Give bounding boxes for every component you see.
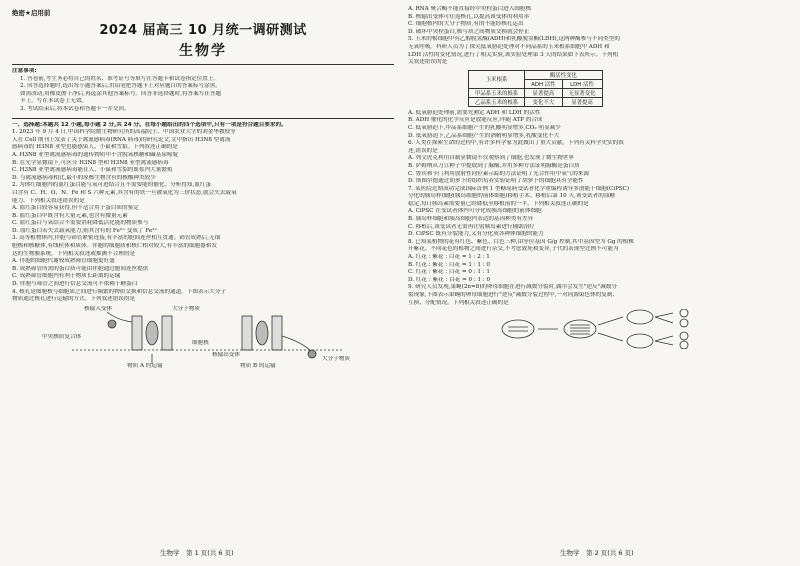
subject-title: 生物学 — [179, 43, 227, 59]
question-text-block — [12, 129, 394, 304]
table-cell: 无显著变化 — [562, 88, 602, 97]
text-line: 7. 某医院近期成功完成国际首例 1 型糖尿病受试者化学重编程诱导多潜能干细胞(CiPSC) — [408, 185, 630, 192]
text-line: C. 血红蛋白与氧结合不需要消耗降低活化能的物质参与 — [12, 220, 149, 227]
text-line: 人在 Cell 期刊上发表了关于禽流感病毒(RNA 病毒)的研究论文,文中指出 H3N8 型禽流 — [12, 136, 231, 143]
text-line: A. 伴胞的细胞代谢较成熟筛管细胞更旺盛 — [12, 258, 115, 265]
section-heading: 一、选择题:本题共 12 小题,每小题 2 分,共 24 分。在每小题给出的四个选项中,只有一项是符合题目要求的。 — [12, 121, 287, 128]
page-2-footer: 生物学 第 2 页(共 6 页) — [560, 549, 634, 557]
notice-line: 2. 回答选择题时,选出每小题答案后,用铅笔把答题卡上对应题目的答案标号涂黑。 — [20, 83, 221, 90]
table-row — [469, 88, 603, 97]
text-line: 裂现象,下图表示果蝇的卵母细胞进行"逆反"减数分裂过程中,一对同源染色体的复制、 — [408, 292, 619, 298]
table-cell: 变化不大 — [525, 97, 562, 106]
text-line: 感病毒的 H3N8 亚型也能感染人、小鼠和雪貂。下列叙述正确的是 — [12, 144, 178, 151]
text-line: D. 红花 : 紫花 : 白花 = 0 : 1 : 0 — [408, 276, 491, 283]
text-line: 5. 玉米的根细胞中有乙醇脱氢酶(ADH)和乳酸脱氢酶(LDH),这两种酶参与不同类型的 — [408, 36, 620, 43]
enzyme-activity-table — [468, 70, 603, 107]
text-line: A. 低氧胁迫处理前,需要先测定 ADH 和 LDH 的活性 — [408, 109, 541, 116]
table-group-header: 酶活性变化 — [525, 70, 602, 79]
text-line: 无氧呼吸。科研人员为了探究低氧胁迫处理对不同品系的玉米根系细胞中 ADH 和 — [408, 43, 610, 50]
meiosis-diagram — [408, 309, 790, 349]
text-line: 能力。下列相关叙述错误的是 — [12, 197, 85, 204]
text-line: B. 红花 : 紫花 : 白花 = 1 : 1 : 0 — [408, 261, 490, 268]
figure-label: 细胞核 — [192, 339, 209, 346]
text-line: 胞核和核糖体,有线粒体和质体。伴胞的细胞质和核仁相对较大,有丰富的细胞器和发 — [12, 243, 217, 250]
text-line: B. ADH 催化的化学反应是放能反应,伴随 ATP 的合成 — [408, 117, 543, 124]
text-line: D. 破坏中央栓蛋白,核与质之间物质交换就会停止 — [408, 28, 530, 35]
figure-label: 大分子物质 — [172, 305, 200, 312]
text-line: 1. 2023 年 9 月 4 日,中国科学院微生物研究所的高福院士、中国农业大学的刘金华教授等 — [12, 129, 236, 136]
notice-title: 注意事项: — [12, 68, 37, 74]
text-line: B. 成熟筛管所需的蛋白质可能由伴胞通过胞间连丝提供 — [12, 265, 149, 272]
question-text-block — [408, 110, 790, 307]
text-line: 白含有 C、H、O、N、Fe 和 S 六种元素,其含有的铁一旦被氧化为三价状态,就会失去载氧 — [12, 189, 237, 196]
text-line: 开紫花。不同花色的植物之间进行杂交,不考虑致死和变异,子代的表现型比例不可能为 — [408, 246, 619, 253]
text-line: D. 低氧胁迫下,乙品系细胞产生的酒精明显增多,乳酸变化不大 — [408, 132, 560, 139]
table-cell: 甲品系玉米的根系 — [469, 88, 525, 97]
text-line: B. 在光学显微镜下,可区分 H3N8 型和 H3N8 亚型禽流感病毒 — [12, 159, 169, 166]
text-line: A. RNA 聚合酶不能直接经中央栓蛋白进入细胞核 — [408, 6, 532, 12]
text-line: D. CiPSC 既有分裂能力,又有分化成各种体细胞的能力 — [408, 231, 544, 238]
text-line: D. 斯图尔德通过胡萝卜的组织培养实验证明了胡萝卜的细胞具有全能性 — [408, 178, 584, 185]
page-2 — [408, 6, 790, 351]
table-cell: 显著提高 — [562, 97, 602, 106]
confidential-mark: 绝密★启用前 — [12, 9, 51, 17]
text-line: A. 列文虎克利用自制显微镜不仅观察到了细胞,也发现了微生物世界 — [408, 155, 574, 162]
text-line: D. 伴胞与筛管之间进行信息交流可不依赖于糖蛋白 — [12, 281, 138, 288]
text-line: C. 成熟筛管细胞内有利于物质长距离的运输 — [12, 273, 121, 280]
table-column-header: ADH 活性 — [525, 79, 562, 88]
nuclear-pore-figure — [12, 306, 394, 370]
notice-line: 3. 考试结束后,将本试卷和答题卡一并交回。 — [20, 105, 130, 112]
text-line: 2. 为体红细胞内的血红蛋白能与氧可进结合且不需要能的催化。分析得知,血红蛋 — [12, 182, 212, 189]
text-line: A. CiPSC 在受试者体内可分化成胰岛细胞的前体细胞 — [408, 208, 542, 215]
question-text-block — [408, 6, 790, 67]
notice-line: 如需改动,用橡皮擦干净后,再选涂其他答案标号。回答非选择题时,将答案写在答题 — [20, 90, 222, 97]
text-line: 述,错误的是 — [408, 147, 438, 154]
text-line: 4. 核孔是细胞核与细胞质之间进行频繁的物质交换和信息交流的通道。下图表示大分子 — [12, 288, 227, 295]
text-line: D. 血红蛋白若失去载氧能力,则其含有的 Fe²⁺ 变成了 Fe³⁺ — [12, 227, 158, 234]
page-1-footer: 生物学 第 1 页(共 6 页) — [160, 549, 234, 557]
text-line: LDH 活性的变化情况,进行了相关实验,该实验处理第 3 天的结果如下表所示。下列相 — [408, 51, 619, 58]
figure-label: 中央核质复合体 — [42, 333, 82, 340]
table-corner-header: 玉米根系 — [469, 70, 525, 88]
figure-label: 大分子物质 — [322, 355, 350, 362]
text-line: 6. 人类在探索生命的过程中,有许多科学家为此做出了重大贡献。下列有关科学史实的叙 — [408, 140, 624, 147]
divider — [12, 118, 394, 119]
text-line: 关叙述错误的是 — [408, 59, 448, 66]
table-cell: 显著提高 — [525, 88, 562, 97]
table-cell: 乙品系玉米的根系 — [469, 97, 525, 106]
text-line: A. H3N8 亚型禽流感病毒的遗传物质中不含脱氧核糖和碱基尿嘧啶 — [12, 151, 179, 158]
text-line: C. H3N8 亚型禽流感病毒能在人、小鼠和雪貂的血浆内大量繁殖 — [12, 167, 173, 174]
exam-title: 2024 届高三 10 月统一调研测试 — [99, 23, 307, 38]
text-line: C. 移植后,该受试者无需再注射胰岛素进行辅助治疗 — [408, 223, 535, 230]
notice-line: 1. 答卷前,考生务必将自己的姓名、准考证号等填写在答题卡和试卷指定位置上。 — [20, 75, 220, 82]
table-row — [469, 97, 603, 106]
text-line: C. 低氧胁迫下,甲品系细胞产生的乳酸明显增多,CO₂ 明显减少 — [408, 124, 561, 131]
text-line: B. 血红蛋白中既含有大量元素,也含有微量元素 — [12, 212, 128, 219]
text-line: A. 红花 : 紫花 : 白花 = 1 : 2 : 1 — [408, 254, 490, 261]
text-line: 达的生物膜系统。下列相关叙述或推测不合理的是 — [12, 250, 136, 257]
text-line: C. 鲁宾和卡门利用放射性同位素示踪的方法证明了光合作用中氧气的来源 — [408, 170, 590, 177]
figure-label: 核输出受体 — [212, 351, 240, 358]
text-line: A. 血红蛋白较容易获得,但不适合用于蛋白质的鉴定 — [12, 205, 139, 212]
text-line: D. 与禽流感病毒相比,最小的原核生物含有的核酸种类较少 — [12, 174, 156, 181]
text-line: 分化的胰岛样细胞(胰岛细胞的前体细胞)移植手术。移植后第 10 天,该受试者的血糖 — [408, 193, 616, 200]
divider — [12, 64, 394, 65]
notice-line: 卡上。写在本试卷上无效。 — [20, 98, 88, 105]
meiosis-figure — [408, 309, 790, 349]
text-line: 稳定,每日胰岛素需要量已经降低至移植前的一半。下列相关叙述正确的是 — [408, 200, 589, 207]
text-line: C. 细胞核内的大分子物质,有的不能经核孔运出 — [408, 21, 524, 28]
table-column-header: LDH 活性 — [562, 79, 602, 88]
text-line: 9. 研究人员发现,果蝇(2n=8)的卵母细胞在进行减数分裂时,偶尔会发生"逆反"减数分 — [408, 284, 617, 291]
text-line: B. 萨姆纳从刀豆种子中提取到了脲酶,并用多种方法证明脲酶是蛋白质 — [408, 162, 580, 169]
text-line: 互换、分配情况。下列相关叙述正确的是 — [408, 299, 509, 306]
page-1 — [12, 6, 394, 372]
text-line: B. 核输出受体可往返核孔,以提高该受体的利用率 — [408, 13, 530, 20]
figure-caption: 物质 A 的运输 — [127, 362, 163, 369]
figure-caption: 物质 B 的运输 — [240, 362, 276, 369]
text-line: 3. 高等植物体内,伴胞与筛管紧密连接,有丰富的胞间连丝相互贯通。筛管成熟后,无细 — [12, 235, 221, 242]
text-line: B. 胰岛样细胞和胰岛细胞内表达的基因种类有差异 — [408, 216, 534, 223]
figure-label: 核输入受体 — [84, 305, 112, 312]
text-line: 物质通过核孔进行运输的方式。下列叙述错误的是 — [12, 296, 136, 303]
text-line: 8. 已知某植物的花有红色、紫色、白色三种,由等位基因 G/g 控制,其中基因型为 Gg 的植株 — [408, 238, 634, 245]
text-line: C. 红花 : 紫花 : 白花 = 0 : 1 : 1 — [408, 269, 490, 276]
